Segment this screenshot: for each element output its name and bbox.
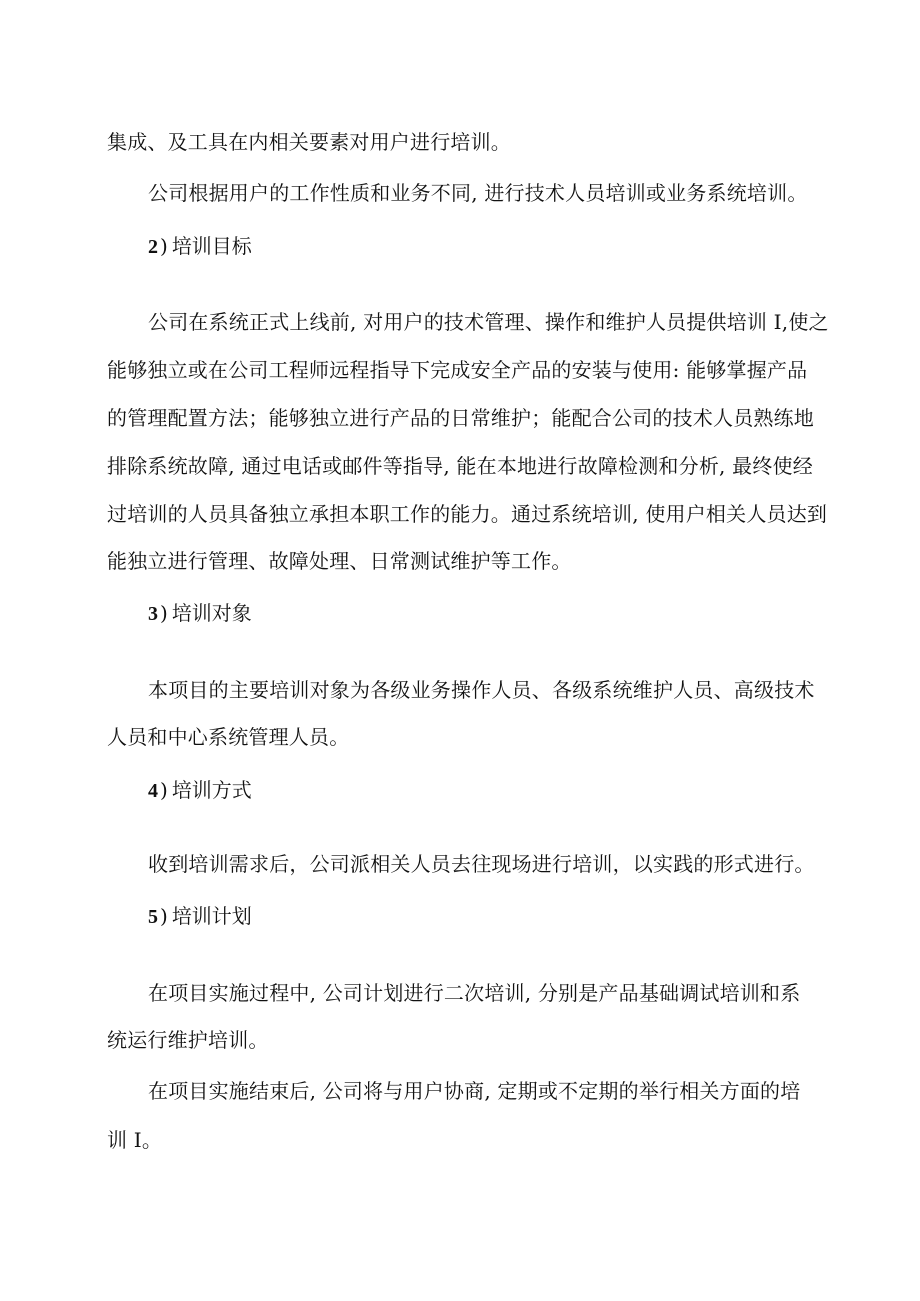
heading-paren: ) bbox=[160, 904, 168, 928]
heading-number: 4 bbox=[148, 780, 158, 802]
section-heading-target bbox=[148, 599, 252, 628]
heading-number: 3 bbox=[148, 603, 158, 625]
heading-number: 2 bbox=[148, 236, 158, 258]
heading-paren: ) bbox=[160, 234, 168, 258]
section-heading-method bbox=[148, 776, 252, 805]
goal-line-6: 能独立进行管理、故障处理、日常测试维护等工作。 bbox=[107, 549, 572, 573]
plan-line-3: 在项目实施结束后, 公司将与用户协商, 定期或不定期的举行相关方面的培 bbox=[148, 1079, 801, 1103]
heading-title: 培训对象 bbox=[171, 601, 252, 625]
heading-title: 培训计划 bbox=[171, 904, 252, 928]
goal-line-3: 的管理配置方法；能够独立进行产品的日常维护；能配合公司的技术人员熟练地 bbox=[107, 406, 814, 430]
heading-title: 培训方式 bbox=[171, 778, 252, 802]
heading-number: 5 bbox=[148, 906, 158, 928]
heading-paren: ) bbox=[160, 601, 168, 625]
method-line-1: 收到培训需求后，公司派相关人员去往现场进行培训，以实践的形式进行。 bbox=[148, 852, 815, 876]
heading-paren: ) bbox=[160, 778, 168, 802]
target-line-1: 本项目的主要培训对象为各级业务操作人员、各级系统维护人员、高级技术 bbox=[148, 678, 815, 702]
goal-line-5: 过培训的人员具备独立承担本职工作的能力。通过系统培训, 使用户相关人员达到 bbox=[107, 502, 828, 526]
plan-line-4: 训 I。 bbox=[107, 1128, 163, 1152]
intro-line-1: 集成、及工具在内相关要素对用户进行培训。 bbox=[107, 130, 511, 154]
plan-line-2: 统运行维护培训。 bbox=[107, 1028, 269, 1052]
intro-line-2: 公司根据用户的工作性质和业务不同, 进行技术人员培训或业务系统培训。 bbox=[148, 181, 808, 205]
heading-title: 培训目标 bbox=[171, 234, 252, 258]
goal-line-1: 公司在系统正式上线前, 对用户的技术管理、操作和维护人员提供培训 I,使之 bbox=[148, 310, 829, 334]
goal-line-4: 排除系统故障, 通过电话或邮件等指导, 能在本地进行故障检测和分析, 最终使经 bbox=[107, 454, 813, 478]
plan-line-1: 在项目实施过程中, 公司计划进行二次培训, 分别是产品基础调试培训和系 bbox=[148, 981, 801, 1005]
target-line-2: 人员和中心系统管理人员。 bbox=[107, 725, 350, 749]
section-heading-goal bbox=[148, 232, 252, 261]
section-heading-plan bbox=[148, 902, 252, 931]
goal-line-2: 能够独立或在公司工程师远程指导下完成安全产品的安装与使用: 能够掌握产品 bbox=[107, 358, 808, 382]
